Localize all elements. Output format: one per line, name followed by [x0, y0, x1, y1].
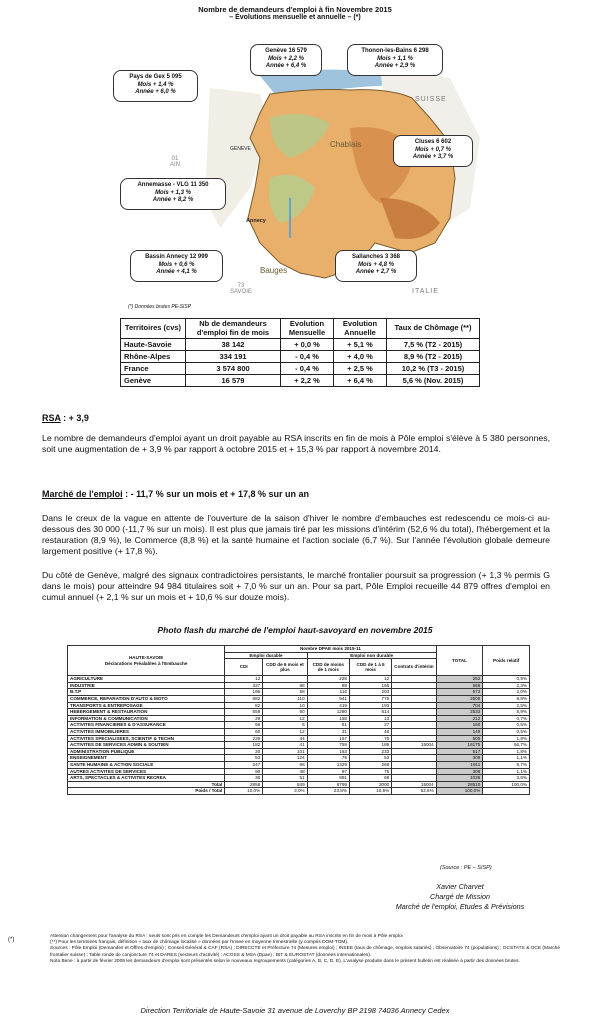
cell-mensuelle: + 2,2 %: [281, 375, 334, 387]
cell-value: [263, 676, 307, 683]
cell-value: 13: [349, 715, 391, 722]
cell-value: [483, 788, 530, 795]
cell-value: 1,1%: [483, 755, 530, 762]
geneve-city-label: GENEVE: [230, 146, 251, 152]
header-left: HAUTE-SAVOIE Déclarations Préalables à l'Embauche: [68, 646, 225, 676]
chablais-label: Chablais: [330, 140, 362, 149]
table-row: [121, 375, 480, 387]
bubble-mois: Mois + 0,7 %: [415, 146, 451, 153]
header-top: Nombre DPAE mois 2015-11: [225, 646, 436, 653]
table-row: [68, 709, 530, 716]
cell-value: 8,8%: [483, 695, 530, 702]
row-label: AGRICULTURE: [68, 676, 225, 683]
cell-value: [392, 775, 436, 782]
suisse-label: SUISSE: [415, 96, 447, 103]
table-row: [68, 755, 530, 762]
cell-value: [392, 748, 436, 755]
cell-value: [392, 722, 436, 729]
cell-value: 75: [349, 735, 391, 742]
cell-value: 101: [263, 748, 307, 755]
cell-value: 1329: [307, 761, 349, 768]
cell-value: 28510: [436, 781, 483, 788]
table-row: [68, 695, 530, 702]
cell-value: 1280: [307, 709, 349, 716]
row-label: TRANSPORTS & ENTREPOSAGE: [68, 702, 225, 709]
cell-value: 247: [225, 761, 263, 768]
savoie-label: 73 SAVOIE: [230, 283, 252, 295]
bubble-mois: Mois + 1,1 %: [377, 55, 413, 62]
bubble-annee: Année + 3,7 %: [412, 154, 454, 160]
cell-value: 308: [436, 768, 483, 775]
col-cdd1: CDD de moins de 1 mois: [307, 659, 349, 676]
col-header: Taux de Chômage (**): [387, 319, 480, 339]
cell-value: 31: [307, 728, 349, 735]
cell-value: 327: [225, 682, 263, 689]
cell-annuelle: + 5,1 %: [334, 339, 387, 351]
bubble-annee: Année + 6,4 %: [265, 63, 307, 69]
row-label: Total: [68, 781, 225, 788]
table-row: [68, 742, 530, 749]
cell-value: 573: [436, 689, 483, 696]
bubble-mois: Mois + 1,3 %: [155, 189, 191, 196]
footnote-mark: (*): [8, 937, 15, 943]
cell-value: 80: [263, 709, 307, 716]
cell-value: 505: [436, 735, 483, 742]
cell-value: 228: [307, 676, 349, 683]
table-row: [68, 715, 530, 722]
row-label: ENSEIGNEMENT: [68, 755, 225, 762]
cell-value: 124: [263, 755, 307, 762]
cell-value: 1036: [436, 775, 483, 782]
signature-name: Xavier Charvet: [436, 882, 484, 891]
cell-value: 12: [263, 715, 307, 722]
bubble-annee: Année + 4,1 %: [156, 269, 197, 275]
cell-value: [392, 728, 436, 735]
table-row: [68, 702, 530, 709]
cell-value: 419: [307, 702, 349, 709]
cell-value: 196: [225, 689, 263, 696]
cell-annuelle: + 2,5 %: [334, 363, 387, 375]
footnotes: [50, 934, 560, 965]
bubble-name: Sallanches 3 368: [351, 254, 401, 260]
cell-value: 88: [263, 682, 307, 689]
table-row: [121, 363, 480, 375]
row-label: ARTS, SPECTACLES & ACTIVITES RECREA: [68, 775, 225, 782]
signature-role: Chargé de Mission: [430, 892, 490, 901]
header-durable: Emploi durable: [225, 652, 307, 659]
cell-annuelle: + 4,0 %: [334, 351, 387, 363]
table-row: [68, 722, 530, 729]
rsa-value: : + 3,9: [60, 413, 89, 423]
bauges-label: Bauges: [260, 266, 288, 275]
header-total: TOTAL: [436, 646, 483, 676]
dpae-table: [67, 645, 530, 795]
bubble-cluses: [393, 135, 473, 167]
row-label: ADMINISTRATION PUBLIQUE: [68, 748, 225, 755]
bubble-pays-de-gex: [113, 70, 198, 102]
cell-value: 3,6%: [483, 775, 530, 782]
cell-value: 15004: [392, 742, 436, 749]
col-cdi: CDI: [225, 659, 263, 676]
rsa-paragraph: Le nombre de demandeurs d'emploi ayant un droit payable au RSA inscrits en fin de mois à Pôle emploi s'élève à 5 380 personnes, soit une augmentation de + 3,9 % par rapport à octobre 2015 et + 15,3 % par rapport à novembre 2014.: [42, 433, 550, 454]
cell-mensuelle: - 0,4 %: [281, 363, 334, 375]
page-title: Nombre de demandeurs d'emploi à fin Novembre 2015: [198, 5, 392, 14]
row-label: HEBERGEMENT & RESTAURATION: [68, 709, 225, 716]
cell-taux: 7,5 % (T2 - 2015): [387, 339, 480, 351]
cell-value: 212: [436, 715, 483, 722]
row-label: ACTIVITES FINANCIERES & D'ASSURANCE: [68, 722, 225, 729]
marche-heading: [42, 489, 309, 499]
cell-value: 1911: [436, 761, 483, 768]
col-header: Evolution Annuelle: [334, 319, 387, 339]
cell-value: 100,0%: [483, 781, 530, 788]
cell-value: 0,9%: [483, 676, 530, 683]
cell-annuelle: + 6,4 %: [334, 375, 387, 387]
cell-value: 110: [263, 695, 307, 702]
cell-taux: 10,2 % (T3 - 2015): [387, 363, 480, 375]
cell-value: [392, 695, 436, 702]
signature-dept: Marché de l'emploi, Etudes & Prévisions: [395, 902, 525, 911]
cell-nb: 38 142: [186, 339, 281, 351]
cell-value: 1,8%: [483, 748, 530, 755]
cell-value: 252: [436, 676, 483, 683]
bubble-mois: Mois + 0,6 %: [158, 261, 195, 268]
col-interim: Contrats d'intérim: [392, 659, 436, 676]
dpae-source: (Source : PE – SISP): [440, 865, 492, 871]
col-header: Nb de demandeurs d'emploi fin de mois: [186, 319, 281, 339]
cell-value: 12: [349, 676, 391, 683]
cell-value: 559: [225, 709, 263, 716]
cell-value: 891: [307, 775, 349, 782]
cell-nb: 16 579: [186, 375, 281, 387]
row-label: COMMERCE, REPARATION D'AUTO & MOTO: [68, 695, 225, 702]
cell-value: 56: [225, 722, 263, 729]
cell-value: 157: [307, 735, 349, 742]
cell-value: 48: [263, 768, 307, 775]
cell-value: 233: [349, 748, 391, 755]
cell-territory: Rhône-Alpes: [121, 351, 186, 363]
bubble-name: Genève 16 579: [265, 48, 307, 54]
bubble-geneve: [250, 44, 322, 76]
row-label: ACTIVITES DE SERVICES ADMIN & SOUTIEN: [68, 742, 225, 749]
cell-value: 8,9%: [483, 709, 530, 716]
marche-title: Marché de l'emploi: [42, 489, 123, 499]
col-cdd6: CDD de 6 mois et plus: [263, 659, 307, 676]
cell-value: 29: [225, 715, 263, 722]
col-cdd15: CDD de 1 à 5 mois: [349, 659, 391, 676]
table-row: [68, 748, 530, 755]
cell-value: 51: [263, 775, 307, 782]
cell-value: 75: [349, 768, 391, 775]
row-label: B.T.P: [68, 689, 225, 696]
italie-label: ITALIE: [412, 288, 439, 295]
cell-mensuelle: - 0,4 %: [281, 351, 334, 363]
footnote-line: Sources : Pôle Emploi (Demandes et Offres d'emploi) ; Conseil Général & CAF (RSA) ; DIRECCTE et Préfecture 74 (Mesures emploi) ; INSEE (taux de chômage, emplois salariés) ; Observatoire 74 (populations) ; OCSTATS & OCE (Marché frontalier suisse) ; Table ronde de conjoncture 74 et DARES (secteurs d'activité) ; ACOSS & MSA (Dpae) ; BIT & EUROSTAT (données internationales).: [50, 946, 560, 958]
cell-value: 309: [436, 755, 483, 762]
table-row: [121, 339, 480, 351]
bubble-name: Pays de Gex 5 095: [129, 74, 182, 80]
cell-territory: Haute-Savoie: [121, 339, 186, 351]
cell-value: 56,7%: [483, 742, 530, 749]
cell-value: 52,6%: [392, 788, 436, 795]
cell-value: 6799: [307, 781, 349, 788]
cell-value: 269: [349, 761, 391, 768]
cell-value: 66: [263, 761, 307, 768]
cell-value: 6,7%: [483, 761, 530, 768]
cell-value: 82: [225, 702, 263, 709]
row-label: INDUSTRIE: [68, 682, 225, 689]
cell-value: 682: [225, 695, 263, 702]
cell-value: 36: [225, 775, 263, 782]
cell-value: 60: [225, 728, 263, 735]
header-non-durable: Emploi non durable: [307, 652, 436, 659]
table-row: [68, 735, 530, 742]
cell-value: 0,5%: [483, 722, 530, 729]
row-label: SANTE HUMAINE & ACTION SOCIALE: [68, 761, 225, 768]
flash-title: Photo flash du marché de l'emploi haut-savoyard en novembre 2015: [157, 625, 433, 635]
cell-territory: France: [121, 363, 186, 375]
cell-value: 46: [349, 728, 391, 735]
page-subtitle: – Évolutions mensuelle et annuelle – (*): [229, 14, 361, 21]
col-header: Evolution Mensuelle: [281, 319, 334, 339]
cell-value: 12: [263, 728, 307, 735]
cell-value: 229: [225, 735, 263, 742]
cell-value: [392, 689, 436, 696]
cell-value: 2508: [436, 695, 483, 702]
bubble-annee: Année + 6,0 %: [135, 89, 176, 95]
cell-value: 775: [349, 695, 391, 702]
cell-value: 3,0%: [263, 788, 307, 795]
cell-value: [392, 702, 436, 709]
table-row: [121, 351, 480, 363]
cell-value: 100,0%: [436, 788, 483, 795]
page-footer: Direction Territoriale de Haute-Savoie 31 avenue de Loverchy BP 2198 74036 Annecy Cedex: [140, 1006, 450, 1015]
bubble-mois: Mois + 4,8 %: [358, 261, 394, 268]
cell-nb: 3 574 800: [186, 363, 281, 375]
cell-territory: Genève: [121, 375, 186, 387]
cell-value: [392, 676, 436, 683]
cell-value: 20: [225, 748, 263, 755]
table-header-row: [121, 319, 480, 339]
cell-value: 10,5%: [349, 788, 391, 795]
cell-value: 149: [436, 728, 483, 735]
bubble-name: Thonon-les-Bains 6 298: [361, 48, 429, 54]
cell-value: 44: [263, 735, 307, 742]
row-label: Poids / Total: [68, 788, 225, 795]
row-label: ACTIVITES IMMOBILIERES: [68, 728, 225, 735]
cell-value: 150: [436, 722, 483, 729]
cell-value: 58: [263, 689, 307, 696]
territory-table: [120, 318, 480, 387]
cell-value: [392, 709, 436, 716]
bubble-annee: Année + 2,9 %: [374, 63, 416, 69]
cell-value: 12: [225, 676, 263, 683]
cell-value: 668: [436, 682, 483, 689]
marche-paragraph-2: Du côté de Genève, malgré des signaux contradictoires persistants, le marché frontalier poursuit sa progression (+ 1,3 % permis G dans le mois) pour atteindre 94 984 titulaires soit + 7,0 % sur un an. Pour sa part, Pôle Emploi recueille 44 879 offres d'emploi en cumul annuel (+ 2,1 % sur un mois et + 10,6 % sur douze mois).: [42, 570, 550, 602]
cell-value: 759: [307, 742, 349, 749]
cell-value: 23,8%: [307, 788, 349, 795]
rsa-title: RSA: [42, 413, 61, 423]
row-label: INFORMATION & COMMUNICATION: [68, 715, 225, 722]
table-row: [68, 728, 530, 735]
cell-value: 704: [436, 702, 483, 709]
map-source-note: (*) Données brutes PE-SISP: [128, 304, 192, 310]
cell-value: [392, 682, 436, 689]
bubble-sallanches: [335, 250, 417, 282]
row-label: AUTRES ACTIVITES DE SERVICES: [68, 768, 225, 775]
cell-value: 16175: [436, 742, 483, 749]
marche-paragraph-1: Dans le creux de la vague en attente de l'ouverture de la saison d'hiver le nombre d'embauches est redescendu ce mois-ci au-dessous des 30 000 (-11,7 % sur un mois). Il est plus que jamais tiré par les missions d'intérim (52,6 % du total), l'hébergement et la restauration (8,9 %), le Commerce (8,8 %) et la santé humaine et l'action sociale (6,7 %). Sur l'année l'évolution globale demeure largement positive (+ 17,8 %).: [42, 513, 550, 556]
cell-value: 10,0%: [225, 788, 263, 795]
cell-value: 6: [263, 722, 307, 729]
footnote-line: Nota Bene : à partir de février 2009 les demandeurs d'emploi sont présentés selon le nouveaux regroupements (catégories A, B, C, D, E). L'analyse produite dans le présent bulletin est réalisée à partir des données brutes.: [50, 958, 520, 964]
cell-value: 2,0%: [483, 689, 530, 696]
cell-value: 116: [307, 689, 349, 696]
cell-value: 41: [263, 742, 307, 749]
bubble-annee: Année + 8,2 %: [152, 197, 194, 203]
cell-value: 941: [307, 695, 349, 702]
cell-nb: 334 191: [186, 351, 281, 363]
table-row: [68, 768, 530, 775]
cell-value: 849: [263, 781, 307, 788]
rsa-heading: [42, 413, 89, 423]
bubble-annee: Année + 2,7 %: [355, 269, 397, 275]
cell-value: 0,5%: [483, 728, 530, 735]
footnote-line: Attention changement pour l'analyse du RSA : seuls sont pris en compte les Demandeurs d'emploi ayant un droit payable au RSA inscrits en fin de mois à Pôle emploi: [50, 934, 403, 939]
cell-value: 3000: [349, 781, 391, 788]
cell-value: 90: [225, 768, 263, 775]
table-row: [68, 676, 530, 683]
cell-value: 517: [436, 748, 483, 755]
header-poids: Poids relatif: [483, 646, 530, 676]
bubble-annemasse: [120, 178, 226, 210]
cell-value: 0,7%: [483, 715, 530, 722]
cell-value: 182: [225, 742, 263, 749]
cell-value: 88: [307, 682, 349, 689]
cell-value: 2,3%: [483, 682, 530, 689]
table-row: [68, 682, 530, 689]
cell-value: 61: [307, 722, 349, 729]
cell-value: 614: [349, 709, 391, 716]
row-label: ACTIVITES SPECIALISEES, SCIENTIF & TECHN: [68, 735, 225, 742]
cell-value: 10: [263, 702, 307, 709]
bubble-annecy: [130, 250, 223, 282]
cell-value: 53: [349, 755, 391, 762]
cell-value: 189: [349, 742, 391, 749]
cell-value: 165: [349, 682, 391, 689]
cell-value: 68: [349, 775, 391, 782]
table-row: [68, 775, 530, 782]
annecy-city-label: Annecy: [246, 218, 266, 224]
bubble-mois: Mois + 1,4 %: [137, 81, 174, 88]
table-row: [68, 761, 530, 768]
cell-value: 1,1%: [483, 768, 530, 775]
cell-value: 27: [349, 722, 391, 729]
cell-value: 53: [225, 755, 263, 762]
cell-value: 193: [349, 702, 391, 709]
col-header: Territoires (cvs): [121, 319, 186, 339]
cell-taux: 8,9 % (T2 - 2015): [387, 351, 480, 363]
cell-value: [392, 735, 436, 742]
ain-label: 01 AIN: [170, 156, 181, 168]
bubble-name: Annemasse - VLG 11 350: [137, 182, 209, 188]
cell-value: 158: [307, 715, 349, 722]
cell-value: 2533: [436, 709, 483, 716]
cell-mensuelle: + 0,0 %: [281, 339, 334, 351]
cell-value: 97: [307, 768, 349, 775]
bubble-name: Cluses 6 602: [414, 139, 452, 145]
cell-value: 2858: [225, 781, 263, 788]
footnote-line: (**) Pour les territoires français, définition « taux de chômage localisé » données par l'Insee en moyenne trimestrielle (y compris DOM-TOM).: [50, 940, 349, 946]
cell-value: 79: [307, 755, 349, 762]
bubble-name: Bassin Annecy 12 999: [145, 254, 208, 260]
cell-value: 163: [307, 748, 349, 755]
poids-row: [68, 788, 530, 795]
table-header-row: [68, 646, 530, 653]
bubble-mois: Mois + 2,2 %: [268, 55, 304, 62]
cell-value: 203: [349, 689, 391, 696]
cell-value: [392, 768, 436, 775]
marche-value: : - 11,7 % sur un mois et + 17,8 % sur un an: [122, 489, 309, 499]
cell-value: 15004: [392, 781, 436, 788]
bubble-thonon: [347, 44, 443, 76]
cell-value: 2,5%: [483, 702, 530, 709]
cell-taux: 5,6 % (Nov. 2015): [387, 375, 480, 387]
cell-value: [392, 755, 436, 762]
cell-value: 1,8%: [483, 735, 530, 742]
cell-value: [392, 761, 436, 768]
cell-value: [392, 715, 436, 722]
total-row: [68, 781, 530, 788]
table-row: [68, 689, 530, 696]
